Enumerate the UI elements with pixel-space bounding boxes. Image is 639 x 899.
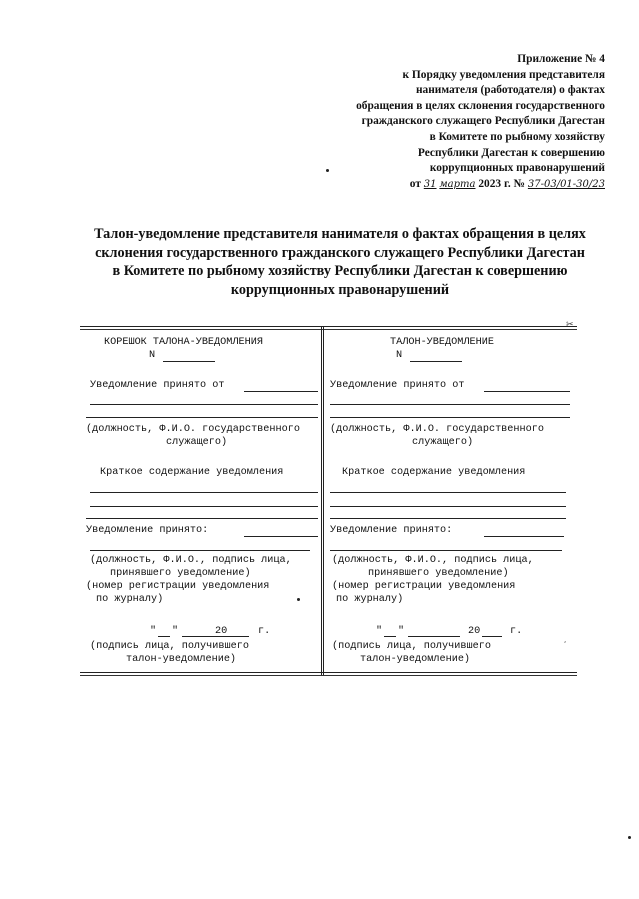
stub-date-quote-close: ": [172, 626, 179, 637]
date-prefix: от: [409, 177, 421, 190]
stub-heading: КОРЕШОК ТАЛОНА-УВЕДОМЛЕНИЯ: [104, 337, 263, 348]
stub-summary-line[interactable]: [90, 492, 318, 493]
stub-blank-line[interactable]: [86, 417, 318, 418]
coupon-blank-line[interactable]: [330, 404, 570, 405]
coupon-date-day-field[interactable]: [384, 636, 396, 637]
coupon-position-note: (должность, Ф.И.О. государственного: [330, 424, 544, 435]
coupon-number-field[interactable]: [410, 361, 462, 362]
scan-speck: [326, 169, 329, 172]
coupon-accepted-from-field[interactable]: [484, 391, 570, 392]
stub-number-field[interactable]: [163, 361, 215, 362]
stub-accepter-note: принявшего уведомление): [110, 568, 251, 579]
title-line: коррупционных правонарушений: [230, 281, 450, 298]
stub-accepted: Уведомление принято:: [86, 525, 209, 536]
stub-accepted-from: Уведомление принято от: [90, 380, 225, 391]
stub-date-suffix: г.: [258, 626, 271, 637]
coupon-accepter-line[interactable]: [330, 550, 562, 551]
stub-accepted-field[interactable]: [244, 536, 318, 537]
stub-summary-label: Краткое содержание уведомления: [100, 467, 284, 478]
appendix-header: [305, 52, 605, 192]
stub-summary-line[interactable]: [90, 506, 318, 507]
title-line: склонения государственного гражданского служащего Республики Дагестан: [95, 244, 585, 261]
stub-position-note: служащего): [166, 437, 228, 448]
coupon-column: [326, 330, 572, 670]
stub-accepter-line[interactable]: [90, 550, 310, 551]
coupon-date-quote-open: ": [376, 626, 383, 637]
coupon-registration-note: по журналу): [336, 594, 404, 605]
coupon-number-label: N: [396, 350, 403, 361]
appendix-line: Приложение № 4: [517, 53, 605, 65]
coupon-date-quote-close: ": [398, 626, 405, 637]
appendix-line: к Порядку уведомления представителя: [402, 68, 605, 81]
stub-summary-line[interactable]: [86, 518, 318, 519]
stub-accepter-note: (должность, Ф.И.О., подпись лица,: [90, 555, 292, 566]
coupon-date-year: 20: [468, 626, 481, 637]
appendix-date-line: [305, 177, 605, 193]
stub-column: [82, 330, 320, 670]
appendix-line: коррупционных правонарушений: [429, 162, 605, 175]
date-day: 31: [423, 178, 437, 190]
coupon-accepted: Уведомление принято:: [330, 525, 453, 536]
coupon-accepted-field[interactable]: [484, 536, 564, 537]
scan-speck: [628, 836, 631, 839]
scissors-icon: ✂: [566, 320, 574, 330]
stub-receiver-note: талон-уведомление): [126, 654, 237, 665]
stub-number-label: N: [149, 350, 156, 361]
coupon-summary-label: Краткое содержание уведомления: [342, 467, 526, 478]
coupon-accepted-from: Уведомление принято от: [330, 380, 465, 391]
stub-date-quote-open: ": [150, 626, 157, 637]
coupon-date-suffix: г.: [510, 626, 523, 637]
stub-receiver-note: (подпись лица, получившего: [90, 641, 249, 652]
stub-blank-line[interactable]: [90, 404, 318, 405]
title-line: в Комитете по рыбному хозяйству Республики Дагестан к совершению: [112, 263, 568, 279]
coupon-accepter-note: (должность, Ф.И.О., подпись лица,: [332, 555, 534, 566]
scan-speck: ,: [564, 636, 567, 644]
stub-registration-note: (номер регистрации уведомления: [86, 581, 270, 592]
date-month: марта: [439, 178, 476, 190]
column-divider-inner: [323, 327, 324, 675]
appendix-line: обращения в целях склонения государственного: [356, 99, 605, 112]
appendix-line: в Комитете по рыбному хозяйству: [429, 130, 605, 143]
stub-position-note: (должность, Ф.И.О. государственного: [86, 424, 300, 435]
coupon-date-year-field[interactable]: [482, 636, 502, 637]
date-year-number: 2023 г. №: [478, 177, 526, 190]
appendix-line: гражданского служащего Республики Дагестан: [361, 115, 605, 128]
coupon-heading: ТАЛОН-УВЕДОМЛЕНИЕ: [390, 337, 494, 348]
coupon-date-month-field[interactable]: [408, 636, 460, 637]
form-top-border: [80, 326, 577, 327]
appendix-line: Республики Дагестан к совершению: [417, 146, 605, 159]
coupon-summary-line[interactable]: [330, 492, 566, 493]
coupon-summary-line[interactable]: [330, 518, 566, 519]
coupon-blank-line[interactable]: [330, 417, 570, 418]
coupon-registration-note: (номер регистрации уведомления: [332, 581, 516, 592]
appendix-line: нанимателя (работодателя) о фактах: [415, 84, 605, 97]
coupon-position-note: служащего): [412, 437, 474, 448]
stub-date-day-field[interactable]: [158, 636, 170, 637]
stub-accepted-from-field[interactable]: [244, 391, 318, 392]
document-number: 37-03/01-30/23: [527, 178, 605, 190]
form-bottom-border-inner: [80, 675, 577, 676]
title-line: Талон-уведомление представителя нанимателя о фактах обращения в целях: [94, 226, 586, 242]
coupon-summary-line[interactable]: [330, 506, 566, 507]
coupon-receiver-note: талон-уведомление): [360, 654, 471, 665]
stub-date-year: 20: [215, 626, 228, 637]
column-divider: [321, 327, 322, 675]
coupon-receiver-note: (подпись лица, получившего: [332, 641, 491, 652]
stub-registration-note: по журналу): [96, 594, 164, 605]
form-bottom-border: [80, 672, 577, 673]
stub-date-year-field[interactable]: [229, 636, 249, 637]
scan-speck: [297, 598, 300, 601]
coupon-accepter-note: принявшего уведомление): [368, 568, 509, 579]
document-title: [70, 225, 610, 299]
